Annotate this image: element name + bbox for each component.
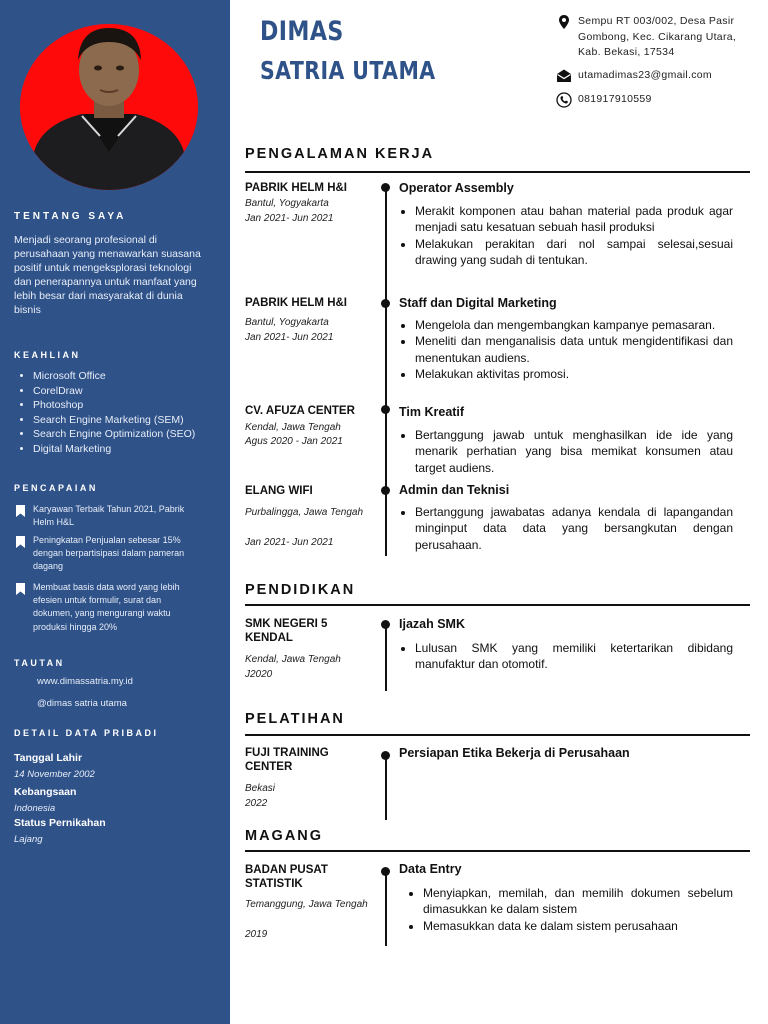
envelope-icon [556, 68, 572, 84]
phone-icon [556, 92, 572, 108]
skills-list [14, 369, 238, 456]
links-heading: TAUTAN [14, 658, 65, 668]
list-item: • Digital Marketing [33, 442, 238, 457]
achievement-text: Membuat basis data word yang lebih efesien untuk formulir, surat dan dokumen, yang mengurangi waktu produksi hingga 20% [33, 582, 180, 632]
timeline-line [385, 868, 387, 946]
list-item: • Merakit komponen atau bahan material pada produk agar menjadi satu kesatuan sebuah hasil produksi [415, 203, 733, 236]
list-item: • Melakukan aktivitas promosi. [415, 366, 733, 382]
timeline-dot [381, 751, 390, 760]
website-link[interactable]: www.dimassatria.my.id [37, 676, 133, 687]
timeline-dot [381, 299, 390, 308]
internship-org: BADAN PUSAT STATISTIK [245, 864, 328, 890]
name-last: SATRIA UTAMA [260, 56, 436, 85]
training-org: FUJI TRAINING CENTER [245, 747, 329, 773]
duties-list [399, 640, 733, 673]
education-heading: PENDIDIKAN [245, 582, 356, 598]
timeline-dot [381, 183, 390, 192]
list-item: • Mengelola dan mengembangkan kampanye pemasaran. [415, 317, 733, 333]
list-item: • Memasukkan data ke dalam sistem perusahaan [423, 918, 733, 934]
timeline-dot [381, 486, 390, 495]
duties-list [399, 203, 733, 268]
experience-org: PABRIK HELM H&I [245, 182, 348, 194]
section-divider [245, 734, 750, 736]
marital-label: Status Pernikahan [14, 817, 106, 829]
experience-role: Admin dan Teknisi [399, 483, 510, 497]
experience-org: CV. AFUZA CENTER [245, 405, 355, 417]
internship-role: Data Entry [399, 862, 462, 876]
person-portrait-icon [20, 24, 198, 190]
bookmark-icon [16, 536, 25, 548]
name-first: DIMAS [260, 16, 344, 47]
internship-location: Temanggung, Jawa Tengah [245, 899, 368, 910]
profile-photo [20, 24, 198, 190]
list-item: • Melakukan perakitan dari nol sampai selesai,sesuai drawing yang sudah di tentukan. [415, 236, 733, 269]
duties-list [399, 427, 733, 476]
nationality-label: Kebangsaan [14, 786, 77, 798]
achievements-heading: PENCAPAIAN [14, 483, 98, 493]
timeline-line [385, 622, 387, 691]
education-period: J2020 [245, 669, 273, 680]
experience-location: Kendal, Jawa Tengah [245, 422, 341, 433]
list-item: • Photoshop [33, 398, 238, 413]
experience-location: Purbalingga, Jawa Tengah [245, 507, 364, 518]
achievement-text: Peningkatan Penjualan sebesar 15% dengan berpartisipasi dalam pameran dagang [33, 535, 185, 572]
list-item: • Menyiapkan, memilah, dan memilih dokumen sebelum dimasukkan ke dalam sistem [423, 885, 733, 918]
list-item: • Search Engine Marketing (SEM) [33, 413, 238, 428]
about-heading: TENTANG SAYA [14, 211, 127, 222]
experience-role: Operator Assembly [399, 181, 514, 195]
birth-label: Tanggal Lahir [14, 752, 83, 764]
timeline-dot [381, 620, 390, 629]
list-item: • Lulusan SMK yang memiliki ketertarikan dibidang manufaktur dan otomotif. [415, 640, 733, 673]
internship-period: 2019 [245, 929, 268, 940]
experience-org: PABRIK HELM H&I [245, 297, 348, 309]
about-text: Menjadi seorang profesional di perusahaan yang menawarkan suasana positif untuk mengeksplorasi teknologi dan penerapannya untuk manfaat yang lebih besar dari masyarakat di dunia bisnis [14, 234, 201, 316]
education-role: Ijazah SMK [399, 617, 465, 631]
timeline-line [385, 752, 387, 820]
experience-period: Jan 2021- Jun 2021 [245, 332, 334, 343]
achievement-text: Karyawan Terbaik Tahun 2021, Pabrik Helm H&L [33, 504, 185, 528]
skills-heading: KEAHLIAN [14, 350, 81, 360]
training-heading: PELATIHAN [245, 711, 345, 727]
email-link[interactable]: utamadimas23@gmail.com [578, 69, 712, 81]
section-divider [245, 850, 750, 852]
internship-heading: MAGANG [245, 828, 324, 844]
bookmark-icon [16, 583, 25, 595]
phone-text: 081917910559 [578, 93, 652, 105]
section-divider [245, 171, 750, 173]
birth-value: 14 November 2002 [14, 769, 95, 780]
education-location: Kendal, Jawa Tengah [245, 654, 341, 665]
section-divider [245, 604, 750, 606]
list-item: • Microsoft Office [33, 369, 238, 384]
list-item: • Meneliti dan menganalisis data untuk mengidentifikasi dan menentukan audiens. [415, 333, 733, 366]
experience-heading: PENGALAMAN KERJA [245, 146, 435, 162]
location-pin-icon [556, 14, 572, 30]
duties-list [407, 885, 733, 934]
nationality-value: Indonesia [14, 803, 56, 814]
experience-period: Jan 2021- Jun 2021 [245, 537, 334, 548]
marital-value: Lajang [14, 834, 43, 845]
address-text: Sempu RT 003/002, Desa Pasir Gombong, Kec. Cikarang Utara, Kab. Bekasi, 17534 [578, 15, 737, 58]
experience-role: Staff dan Digital Marketing [399, 296, 557, 310]
duties-list [399, 317, 733, 382]
experience-location: Bantul, Yogyakarta [245, 317, 329, 328]
experience-period: Agus 2020 - Jan 2021 [245, 436, 343, 447]
experience-period: Jan 2021- Jun 2021 [245, 213, 334, 224]
personal-heading: DETAIL DATA PRIBADI [14, 728, 159, 738]
experience-role: Tim Kreatif [399, 405, 465, 419]
training-location: Bekasi [245, 783, 276, 794]
bookmark-icon [16, 505, 25, 517]
education-org: SMK NEGERI 5 KENDAL [245, 618, 328, 644]
training-period: 2022 [245, 798, 268, 809]
sidebar [0, 0, 230, 1024]
list-item: • Search Engine Optimization (SEO) [33, 427, 238, 442]
experience-location: Bantul, Yogyakarta [245, 198, 329, 209]
experience-org: ELANG WIFI [245, 485, 313, 497]
timeline-dot [381, 405, 390, 414]
list-item: • Bertanggung jawab untuk menghasilkan ide ide yang menarik perhatian yang bisa memikat konsumen atau target audiens. [415, 427, 733, 476]
timeline-dot [381, 867, 390, 876]
duties-list [399, 504, 733, 553]
social-link[interactable]: @dimas satria utama [37, 698, 127, 709]
list-item: • CorelDraw [33, 384, 238, 399]
training-role: Persiapan Etika Bekerja di Perusahaan [399, 746, 630, 760]
list-item: • Bertanggung jawabatas adanya kendala di lapangandan minginput data data yang bersangkutan dengan perusahaan. [415, 504, 733, 553]
timeline-line [385, 188, 387, 556]
